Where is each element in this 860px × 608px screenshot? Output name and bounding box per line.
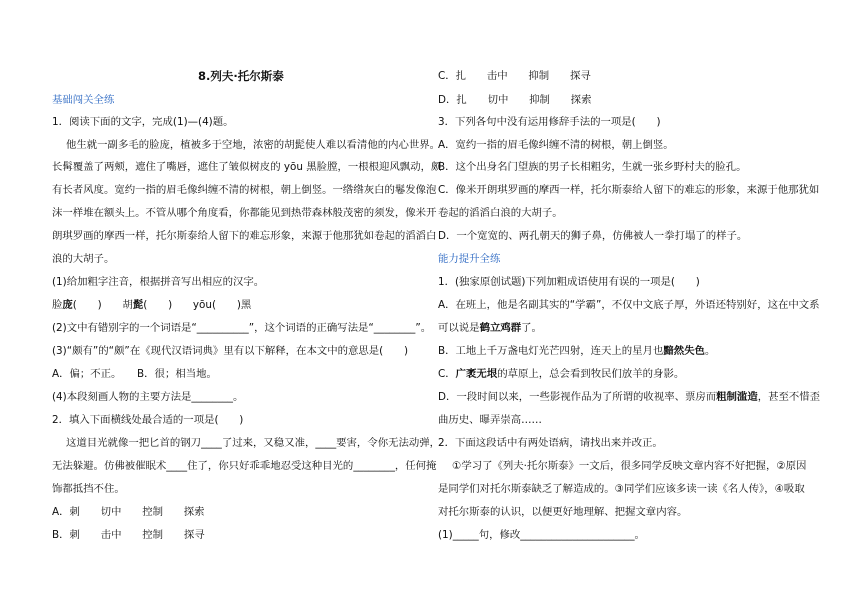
option-a: A．在班上，他是名副其实的“学霸”，不仅中文底子厚，外语还特别好，这在中文系: [438, 299, 820, 311]
option-c-cont: 卷起的滔滔白浪的大胡子。: [438, 207, 563, 219]
passage-line: 浪的大胡子。: [52, 253, 115, 265]
option-d-cont: 曲历史、曝弄崇高……: [438, 414, 542, 426]
bold-idiom: 鹤立鸡群: [479, 322, 522, 334]
bold-char: 庞: [62, 299, 73, 311]
passage-line: 朗琪罗画的摩西一样，托尔斯泰给人留下的难忘形象，来源于他那犹如卷起的滔滔白: [52, 230, 437, 242]
question-2-passage: 这道目光就像一把匕首的钢刀____了过来，又稳又准，____要害，令你无法动弹，: [66, 437, 441, 449]
question-5-stem: 2．下面这段话中有两处语病，请找出来并改正。: [438, 437, 663, 449]
bold-idiom: 广袤无垠: [455, 368, 498, 380]
option-c: C．广袤无垠的草原上，总会看到牧民们放羊的身影。: [438, 368, 685, 380]
section-heading-basic: 基础闯关全练: [52, 94, 115, 106]
subquestion-4: (4)本段刻画人物的主要方法是________。: [52, 391, 244, 403]
option-a: A．宽约一指的眉毛像纠缠不清的树根，朝上倒竖。: [438, 139, 674, 151]
section-heading-advanced: 能力提升全练: [438, 253, 501, 265]
option-d: D．扎 切中 抑制 探索: [438, 94, 592, 106]
option-c: C．扎 击中 抑制 探寻: [438, 70, 591, 82]
answer-blank: (1)_____句，修改______________________。: [438, 529, 645, 541]
option-b: B．这个出身名门望族的男子长相粗劣，生就一张乡野村夫的脸孔。: [438, 161, 747, 173]
passage-line: 有长者风度。宽约一指的眉毛像纠缠不清的树根，朝上倒竖。一绺绺灰白的鬈发像泡: [52, 184, 437, 196]
question-4-stem: 1．(独家原创试题)下列加粗成语使用有误的一项是( ): [438, 276, 700, 288]
question-5-passage: 是同学们对托尔斯泰缺乏了解造成的。③同学们应该多读一读《名人传》，④吸取: [438, 483, 805, 495]
bold-char: 髭: [132, 299, 144, 311]
option-a: A．刺 切中 控制 探索: [52, 506, 205, 518]
question-5-passage: ①学习了《列夫·托尔斯泰》一文后，很多同学反映文章内容不好把握，②原因: [452, 460, 807, 472]
subquestion-2: (2)文中有错别字的一个词语是“__________”，这个词语的正确写法是“________”。: [52, 322, 432, 334]
question-1-stem: 1．阅读下面的文字，完成(1)—(4)题。: [52, 116, 234, 128]
passage-line: 他生就一副多毛的脸庞，植被多于空地，浓密的胡髭使人难以看清他的内心世界。: [66, 139, 441, 151]
option-a-cont: 可以说是鹤立鸡群了。: [438, 322, 542, 334]
option-d: D．一个宽宽的、两孔朝天的狮子鼻，仿佛被人一拳打塌了的样子。: [438, 230, 748, 242]
passage-line: 长髯覆盖了两颊，遮住了嘴唇，遮住了皱似树皮的 yōu 黑脸膛，一根根迎风飘动，颇: [52, 161, 442, 173]
option-b: B．刺 击中 控制 探寻: [52, 529, 205, 541]
bold-idiom: 粗制滥造: [716, 391, 758, 403]
question-3-stem: 3．下列各句中没有运用修辞手法的一项是( ): [438, 116, 661, 128]
passage-line: 沫一样堆在额头上。不管从哪个角度看，你都能见到热带森林般茂密的须发，像米开: [52, 207, 437, 219]
question-2-stem: 2．填入下面横线处最合适的一项是( ): [52, 414, 244, 426]
question-5-passage: 对托尔斯泰的认识，以便更好地理解、把握文章内容。: [438, 506, 688, 518]
question-2-passage: 饰都抵挡不住。: [52, 483, 125, 495]
article-title: 8.列夫·托尔斯泰: [198, 69, 284, 83]
subquestion-1: (1)给加粗字注音，根据拼音写出相应的汉字。: [52, 276, 265, 288]
option-b: B．工地上千万盏电灯光芒四射，连天上的星月也黯然失色。: [438, 345, 716, 357]
subquestion-3-options: A．偏；不正。 B．很；相当地。: [52, 368, 217, 380]
question-2-passage: 无法躲避。仿佛被催眠术____住了，你只好乖乖地忍受这种目光的________，任何掩: [52, 460, 437, 472]
option-d: D．一段时间以来，一些影视作品为了所谓的收视率、票房而粗制滥造，甚至不惜歪: [438, 391, 821, 403]
subquestion-3: (3)“颇有”的“颇”在《现代汉语词典》里有以下解释，在本文中的意思是( ): [52, 345, 409, 357]
subquestion-1-blanks: 脸庞( ) 胡髭( ) yōu( )黑: [52, 299, 252, 311]
option-c: C．像米开朗琪罗画的摩西一样，托尔斯泰给人留下的难忘的形象，来源于他那犹如: [438, 184, 820, 196]
bold-idiom: 黯然失色: [663, 345, 705, 357]
